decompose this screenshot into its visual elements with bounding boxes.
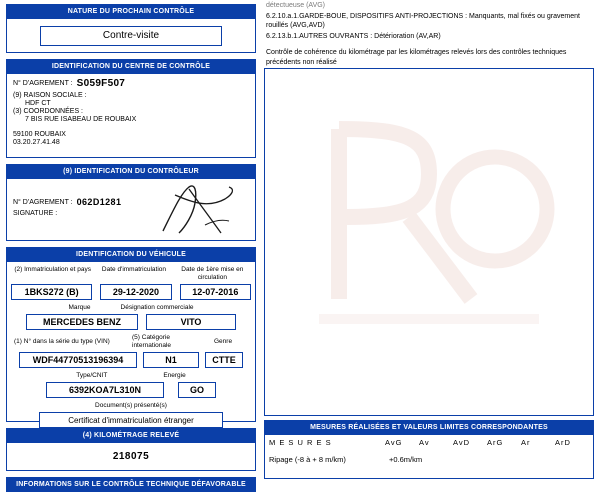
section-vehicule bbox=[6, 247, 256, 425]
centre-address-line1: 7 BIS RUE ISABEAU DE ROUBAIX bbox=[25, 116, 137, 123]
mesures-ripage-row bbox=[269, 455, 589, 464]
header-marque: Marque bbox=[68, 304, 91, 311]
signature-mark bbox=[155, 181, 245, 239]
section-centre-controle bbox=[6, 59, 256, 158]
mesures-row-label: M E S U R E S bbox=[269, 438, 332, 447]
value-designation: VITO bbox=[146, 314, 236, 330]
section-title-controleur: (9) IDENTIFICATION DU CONTRÔLEUR bbox=[6, 164, 256, 179]
right-column bbox=[264, 0, 594, 464]
section-title-centre: IDENTIFICATION DU CENTRE DE CONTRÔLE bbox=[6, 59, 256, 74]
mesures-panel bbox=[264, 435, 594, 479]
mesures-col-avg: AvG bbox=[385, 438, 403, 447]
centre-coordonnees-label: (3) COORDONNÉES : bbox=[13, 108, 84, 115]
centre-agrement-value: S059F507 bbox=[76, 78, 126, 89]
centre-phone: 03.20.27.41.48 bbox=[13, 139, 60, 146]
vehicule-row2-headers bbox=[11, 304, 251, 312]
header-date-mise-circulation: Date de 1ère mise en circulation bbox=[181, 266, 244, 281]
centre-panel bbox=[6, 74, 256, 158]
controleur-agrement-value: 062D1281 bbox=[76, 197, 122, 207]
vehicule-row5-header bbox=[11, 402, 251, 410]
header-designation: Désignation commerciale bbox=[120, 304, 194, 311]
defects-list bbox=[264, 0, 594, 67]
kilometrage-panel bbox=[6, 443, 256, 471]
value-vin: WDF44770513196394 bbox=[19, 352, 137, 368]
section-nature-prochain-controle bbox=[6, 4, 256, 53]
ripage-label: Ripage (-8 à + 8 m/km) bbox=[269, 455, 346, 464]
nature-panel bbox=[6, 19, 256, 53]
controleur-signature-label: SIGNATURE : bbox=[13, 210, 58, 217]
centre-raison-label: (9) RAISON SOCIALE : bbox=[13, 92, 87, 99]
right-empty-panel bbox=[264, 68, 594, 416]
centre-raison-value: HDF CT bbox=[25, 100, 51, 107]
vehicule-row1-headers bbox=[11, 266, 251, 282]
header-categorie: (5) Catégorie internationale bbox=[132, 334, 172, 349]
header-vin: (1) N° dans la série du type (VIN) bbox=[14, 338, 110, 345]
header-immatriculation: (2) Immatriculation et pays bbox=[14, 266, 91, 273]
value-marque: MERCEDES BENZ bbox=[26, 314, 138, 330]
value-document: Certificat d'immatriculation étranger bbox=[39, 412, 223, 428]
header-type-cnit: Type/CNIT bbox=[76, 372, 108, 379]
value-type-cnit: 6392KOA7L310N bbox=[46, 382, 164, 398]
mesures-col-avd: AvD bbox=[453, 438, 471, 447]
header-document: Document(s) présenté(s) bbox=[95, 402, 167, 409]
defect-item: détectueuse (AVG) bbox=[266, 2, 326, 9]
vehicule-row3-headers bbox=[11, 334, 251, 350]
value-energie: GO bbox=[178, 382, 216, 398]
header-date-immatriculation: Date d'immatriculation bbox=[101, 266, 167, 273]
section-informations-defavorable bbox=[6, 477, 256, 492]
section-title-kilometrage: (4) KILOMÉTRAGE RELEVÉ bbox=[6, 428, 256, 443]
value-date-immatriculation: 29-12-2020 bbox=[100, 284, 171, 300]
header-genre: Genre bbox=[214, 338, 233, 345]
vehicule-row4-values bbox=[11, 382, 251, 398]
controleur-agrement-label: N° D'AGREMENT : bbox=[13, 198, 73, 206]
vehicule-row5-value bbox=[11, 412, 251, 428]
coherence-note: Contrôle de cohérence du kilométrage par les kilométrages relevés lors des contrôles techniques précédents non réalisé bbox=[266, 49, 567, 66]
vehicule-row4-headers bbox=[11, 372, 251, 380]
centre-address-line2: 59100 ROUBAIX bbox=[13, 131, 66, 138]
section-title-mesures: MESURES RÉALISÉES ET VALEURS LIMITES CORRESPONDANTES bbox=[264, 420, 594, 435]
mesures-col-ar: Ar bbox=[521, 438, 531, 447]
section-controleur bbox=[6, 164, 256, 241]
vehicule-panel bbox=[6, 262, 256, 425]
controleur-panel bbox=[6, 179, 256, 241]
defect-item: 6.2.13.b.1.AUTRES OUVRANTS : Détérioration (AV,AR) bbox=[266, 32, 441, 40]
value-genre: CTTE bbox=[205, 352, 243, 368]
header-energie: Energie bbox=[163, 372, 186, 379]
value-date-mise-circulation: 12-07-2016 bbox=[180, 284, 251, 300]
ripage-value: +0.6m/km bbox=[389, 455, 423, 464]
section-title-nature: NATURE DU PROCHAIN CONTRÔLE bbox=[6, 4, 256, 19]
left-column bbox=[6, 4, 256, 492]
watermark-graphic bbox=[299, 89, 559, 339]
section-title-vehicule: IDENTIFICATION DU VÉHICULE bbox=[6, 247, 256, 262]
mesures-columns bbox=[385, 438, 589, 447]
defect-item: 6.2.10.a.1.GARDE-BOUE, DISPOSITIFS ANTI-PROJECTIONS : Manquants, mal fixés ou gravement rouillés (AVG,AVD) bbox=[266, 12, 580, 29]
section-kilometrage bbox=[6, 428, 256, 471]
value-categorie: N1 bbox=[143, 352, 199, 368]
vehicule-row2-values bbox=[11, 314, 251, 330]
centre-agrement-label: N° D'AGREMENT : bbox=[13, 80, 73, 87]
mesures-col-arg: ArG bbox=[487, 438, 504, 447]
mesures-col-ard: ArD bbox=[555, 438, 571, 447]
vehicule-row3-values bbox=[11, 352, 251, 368]
kilometrage-value: 218075 bbox=[112, 451, 150, 462]
value-immatriculation: 1BKS272 (B) bbox=[11, 284, 92, 300]
section-mesures bbox=[264, 420, 594, 479]
centre-agrement-row bbox=[13, 78, 249, 89]
section-title-informations: INFORMATIONS SUR LE CONTRÔLE TECHNIQUE DÉFAVORABLE bbox=[6, 477, 256, 492]
nature-value-box: Contre-visite bbox=[40, 26, 222, 46]
mesures-col-av: Av bbox=[419, 438, 430, 447]
vehicule-row1-values bbox=[11, 284, 251, 300]
mesures-header-row bbox=[269, 438, 589, 447]
